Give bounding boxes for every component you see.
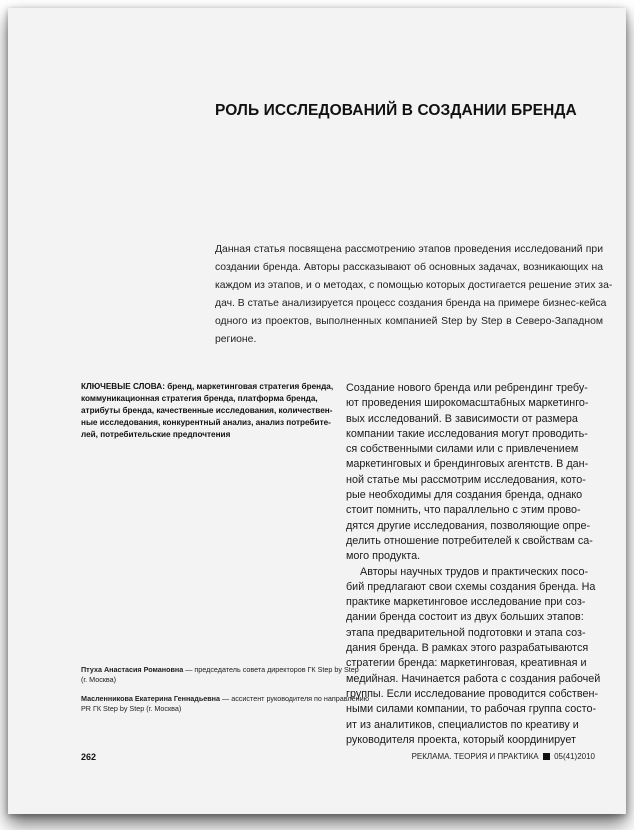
body-line: ся собственными силами или с привлечением xyxy=(346,443,579,456)
body-line: бий предлагают свои схемы создания бренда. На xyxy=(346,580,596,593)
author-role: — председатель совета директоров ГК Step by Step xyxy=(183,665,359,674)
body-line: компании такие исследования могут проводить- xyxy=(346,427,588,440)
author-info xyxy=(81,694,370,714)
body-line: практике маркетинговое исследование при соз- xyxy=(346,596,586,609)
issue-number: 05(41)2010 xyxy=(554,752,595,761)
body-line: стоит помнить, что параллельно с этим прово- xyxy=(346,504,581,517)
abstract-line: регионе. xyxy=(215,334,257,345)
article-title: РОЛЬ ИССЛЕДОВАНИЙ В СОЗДАНИИ БРЕНДА xyxy=(215,102,577,119)
author-name: Птуха Анастасия Романовна xyxy=(81,665,184,674)
body-line: стратегии бренда: маркетинговая, креативная и xyxy=(346,657,587,670)
article-body xyxy=(346,381,611,748)
body-line: ной статье мы рассмотрим исследования, кото- xyxy=(346,473,586,486)
body-line: делить отношение потребителей к свойствам са- xyxy=(346,534,593,547)
body-line: этапа предварительной подготовки и этапа соз- xyxy=(346,626,586,639)
square-icon xyxy=(543,753,550,760)
abstract-line: создании бренда. Авторы рассказывают об основных задачах, возникающих на xyxy=(215,262,603,273)
body-line: медийная. Начинается работа с создания рабочей xyxy=(346,672,601,685)
body-line: ными силами компании, то рабочая группа состо- xyxy=(346,703,597,716)
journal-page xyxy=(8,8,626,814)
body-line: рые необходимы для создания бренда, однако xyxy=(346,489,583,502)
body-line: дании бренда состоит из двух больших этапов: xyxy=(346,611,584,624)
keywords-line: ные исследования, конкурентный анализ, анализ потребите- xyxy=(81,418,331,427)
article-abstract xyxy=(215,241,613,349)
body-line: мого продукта. xyxy=(346,550,421,563)
journal-footer xyxy=(412,752,595,761)
body-line: дятся другие исследования, позволяющие опре- xyxy=(346,519,591,532)
body-line: дания бренда. В рамках этого разрабатываются xyxy=(346,642,589,655)
body-line: группы. Если исследование проводится собствен- xyxy=(346,687,599,700)
author-info xyxy=(81,665,359,685)
abstract-line: Данная статья посвящена рассмотрению этапов проведения исследований при xyxy=(215,244,603,255)
body-line: ют проведения широкомасштабных маркетинго- xyxy=(346,397,589,410)
abstract-line: одного из проектов, выполненных компанией Step by Step в Северо-Западном xyxy=(215,316,603,327)
body-line: вых исследований. В зависимости от размера xyxy=(346,412,578,425)
body-line: руководителя проекта, который координирует xyxy=(346,733,576,746)
author-location: PR ГК Step by Step (г. Москва) xyxy=(81,704,182,713)
abstract-line: дач. В статье анализируется процесс создания бренда на примере бизнес-кейса xyxy=(215,298,607,309)
author-line xyxy=(81,694,370,704)
keywords-block xyxy=(81,381,334,441)
body-line: Создание нового бренда или ребрендинг требу- xyxy=(346,382,588,394)
author-name: Масленникова Екатерина Геннадьевна xyxy=(81,694,221,703)
keywords-line: коммуникационная стратегия бренда, платформа бренда, xyxy=(81,394,318,403)
author-line xyxy=(81,665,359,675)
body-line: ит из аналитиков, специалистов по креативу и xyxy=(346,718,579,731)
author-location: (г. Москва) xyxy=(81,675,117,684)
author-role: — ассистент руководителя по направлению xyxy=(220,694,370,703)
keywords-line: лей, потребительские предпочтения xyxy=(81,430,231,439)
keywords-line: атрибуты бренда, качественные исследования, количествен- xyxy=(81,406,333,415)
abstract-line: каждом из этапов, и о методах, с помощью которых достигается решение этих за- xyxy=(215,280,613,291)
body-line: маркетинговых и брендинговых агентств. В дан- xyxy=(346,458,589,471)
journal-name: РЕКЛАМА. ТЕОРИЯ И ПРАКТИКА xyxy=(411,752,539,761)
page-number: 262 xyxy=(81,752,97,762)
body-line: Авторы научных трудов и практических посо- xyxy=(360,565,589,578)
keywords-line: КЛЮЧЕВЫЕ СЛОВА: бренд, маркетинговая стратегия бренда, xyxy=(81,382,334,391)
